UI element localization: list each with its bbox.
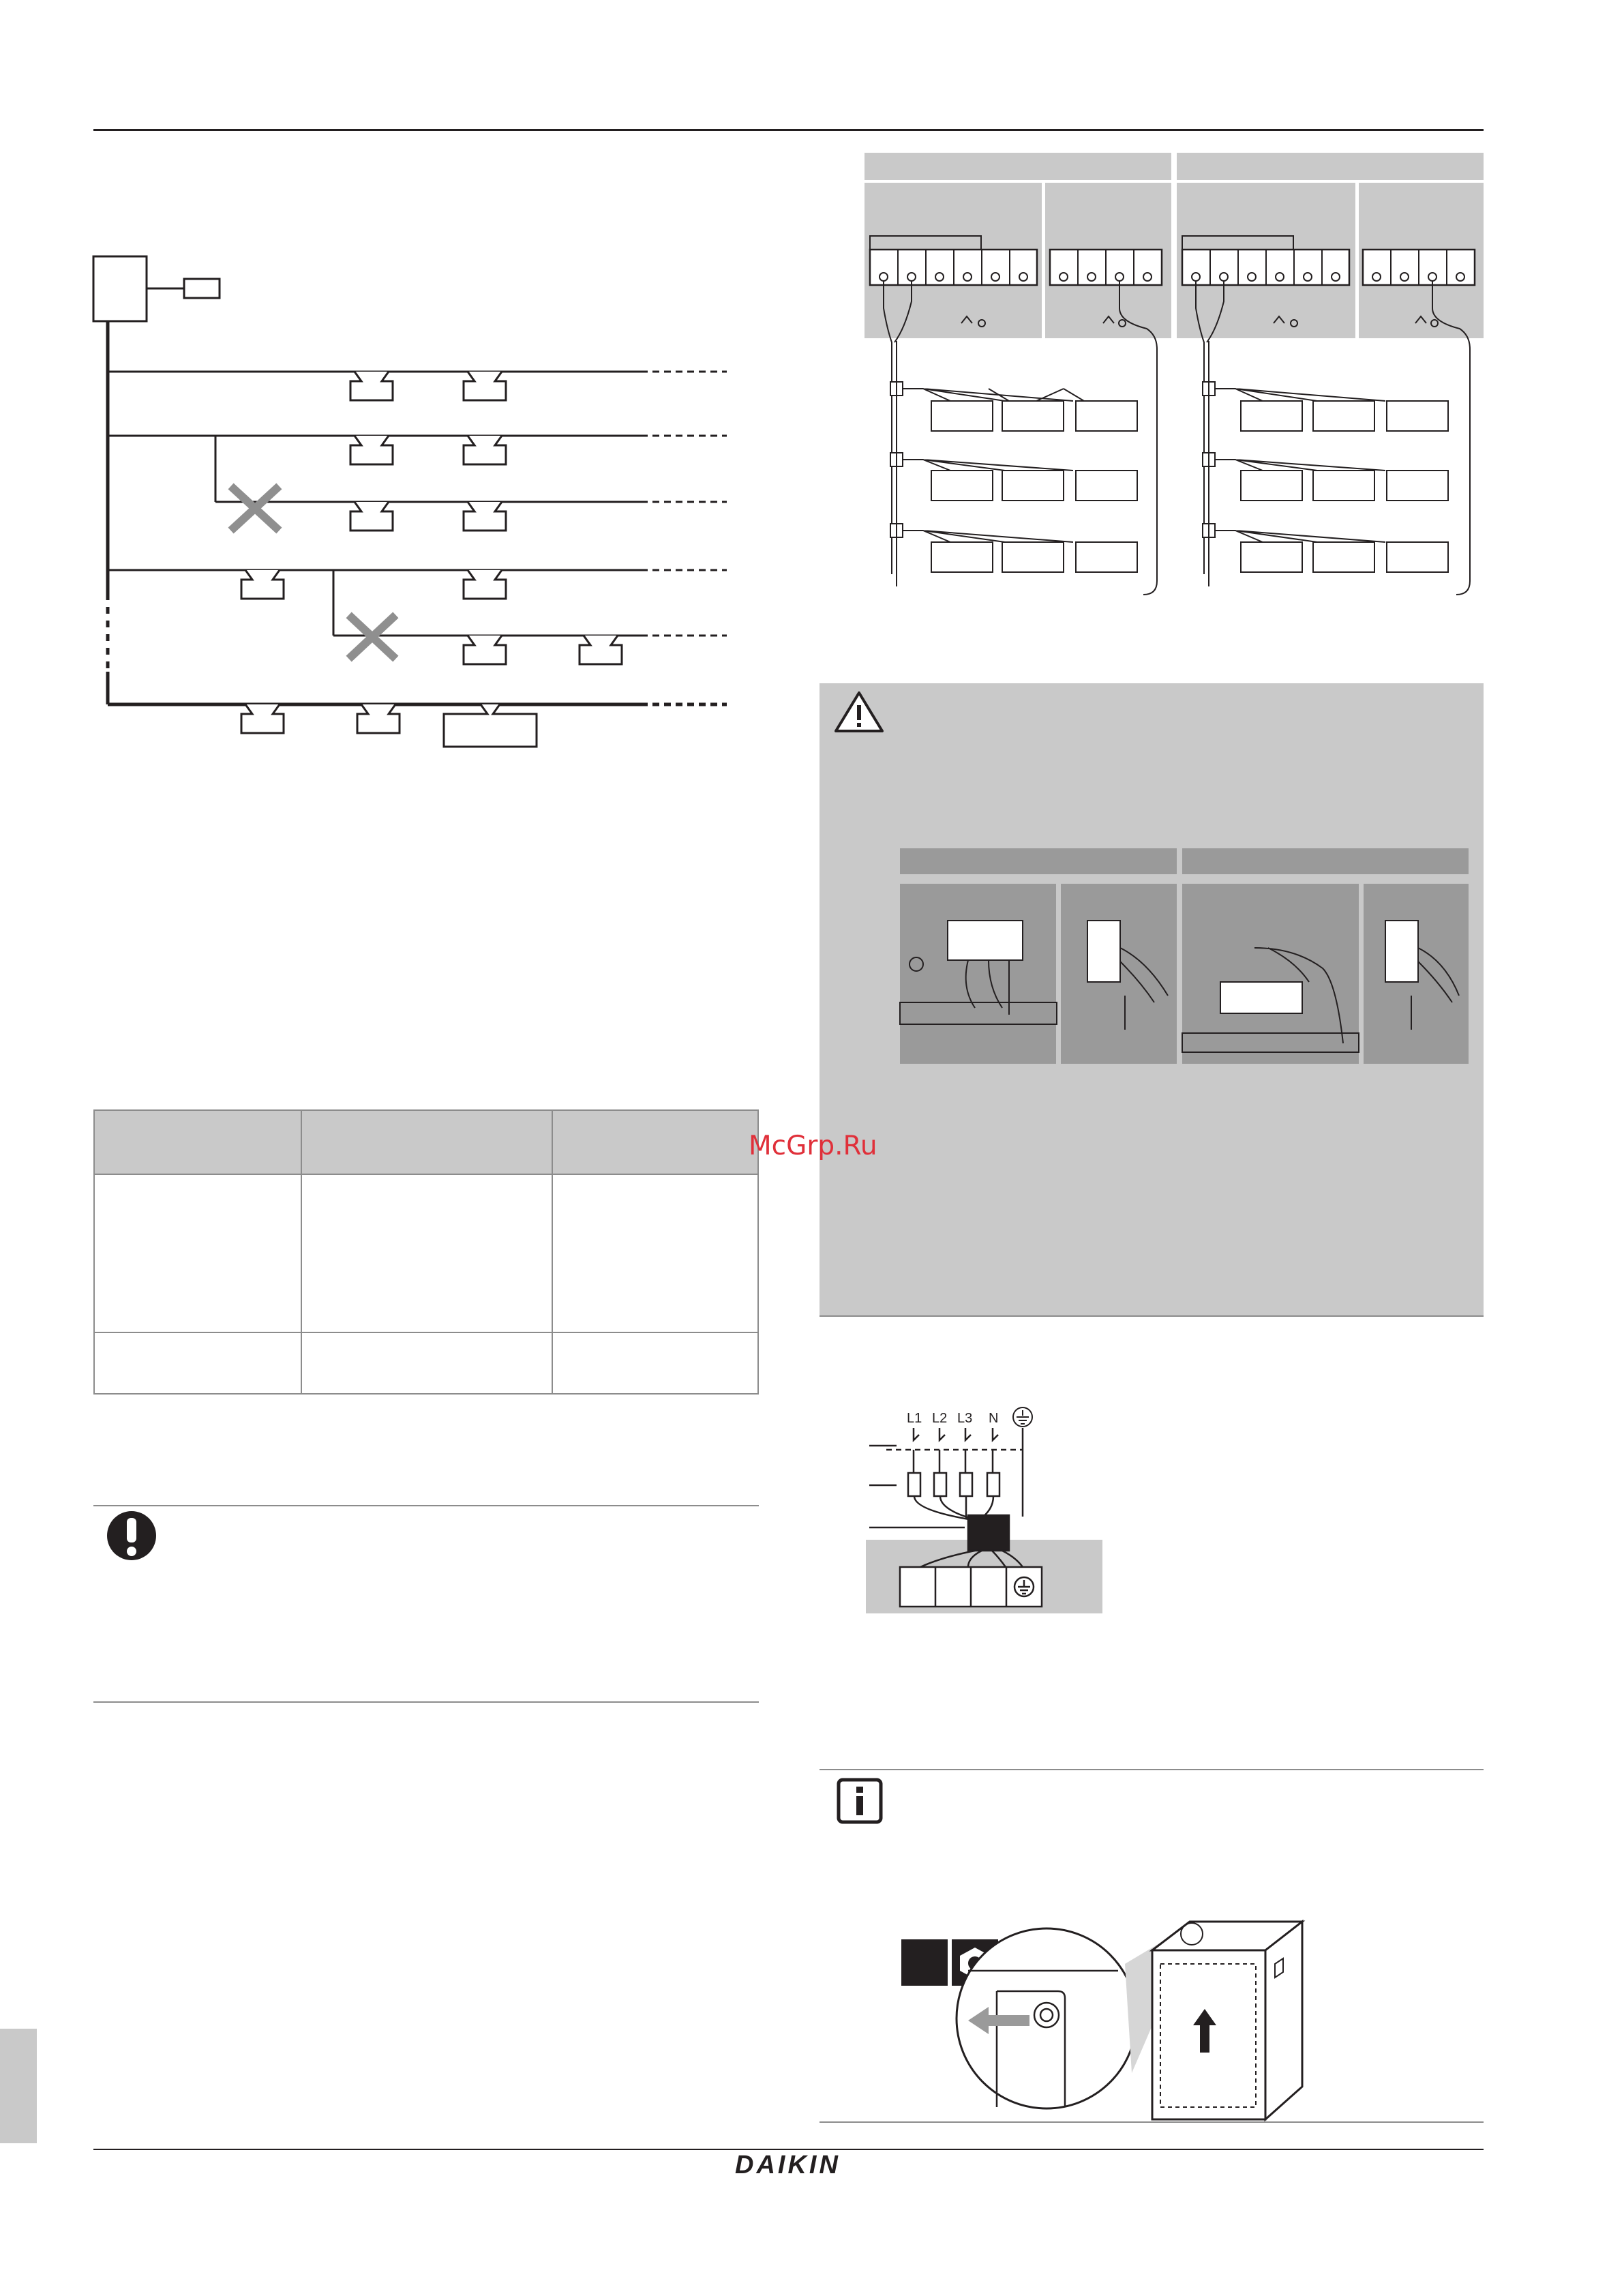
chapter-side-tab xyxy=(0,2029,37,2143)
info-bottom-rule xyxy=(819,2121,1484,2123)
terminal-label: N xyxy=(989,1411,999,1426)
outdoor-unit-illustration xyxy=(1152,1922,1302,2119)
step-icon-box xyxy=(901,1939,948,1986)
daikin-logo: DAIKIN xyxy=(735,2151,841,2179)
info-icon xyxy=(839,1780,881,1822)
terminal-label: L3 xyxy=(957,1411,973,1426)
watermark: McGrp.Ru xyxy=(749,1131,877,1161)
terminal-label: L1 xyxy=(907,1411,922,1426)
footer-rule xyxy=(93,2149,1484,2150)
terminal-label: L2 xyxy=(932,1411,948,1426)
